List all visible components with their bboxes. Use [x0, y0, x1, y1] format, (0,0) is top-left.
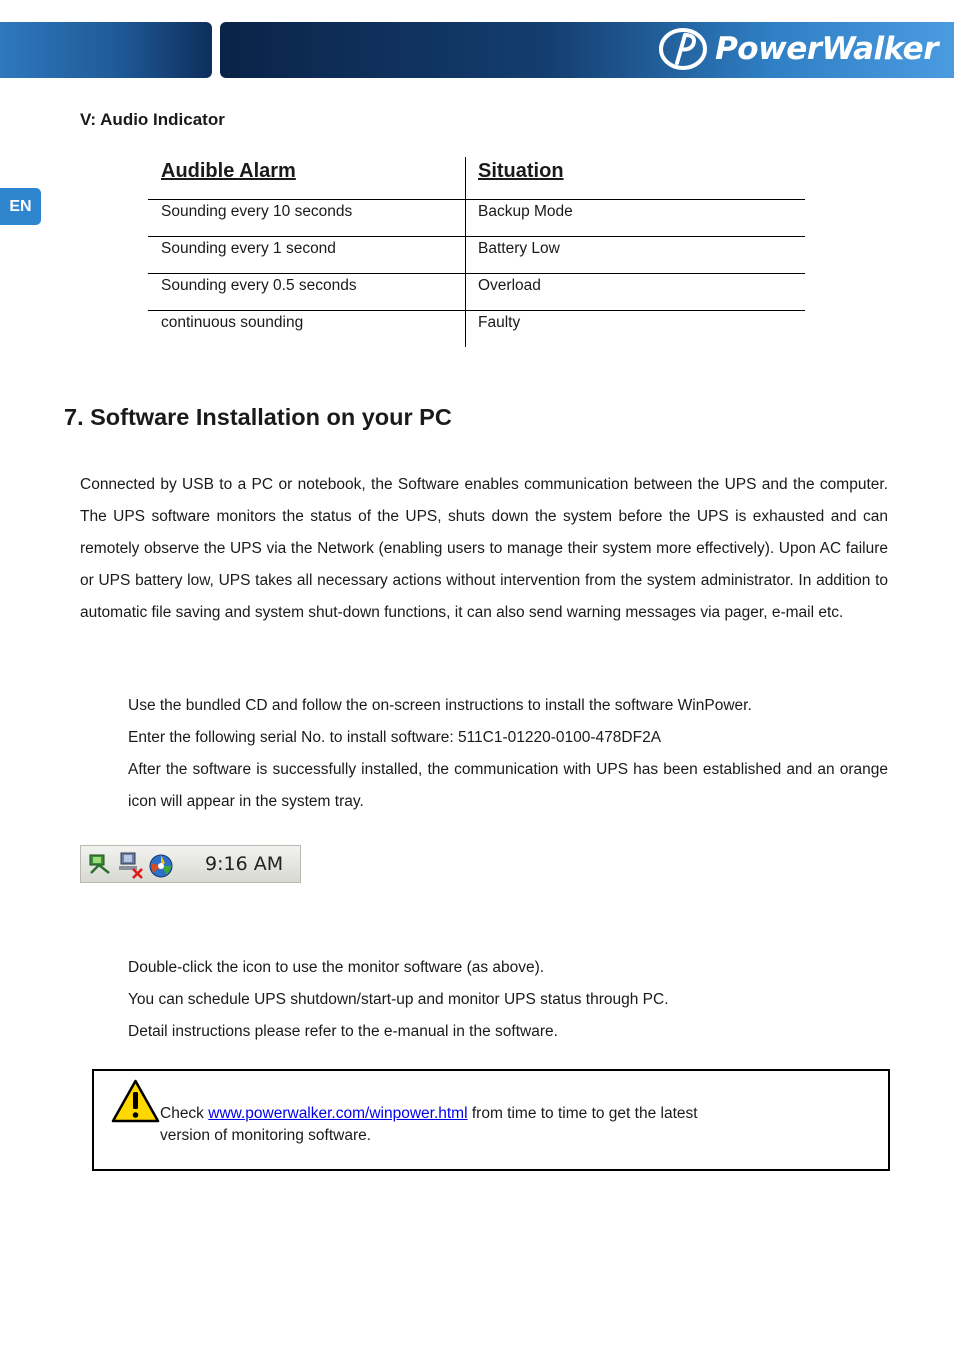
situation-cell: Overload	[478, 277, 541, 294]
table-row	[148, 237, 805, 274]
situation-cell: Battery Low	[478, 240, 560, 257]
section-title: 7. Software Installation on your PC	[64, 404, 452, 430]
system-tray-image	[80, 845, 301, 883]
brand-logo	[657, 27, 938, 71]
notice-line-2: version of monitoring software.	[160, 1127, 372, 1144]
audio-alarm-table	[148, 157, 805, 347]
table-header-row	[148, 157, 805, 200]
alarm-cell: Sounding every 10 seconds	[148, 200, 466, 236]
notice-text	[160, 1103, 698, 1147]
language-tab-en[interactable]: EN	[0, 188, 41, 225]
update-notice-box	[92, 1069, 890, 1171]
situation-cell: Faulty	[478, 314, 521, 331]
install-step: After the software is successfully installed, the communication with UPS has been established and an orange icon will appear in the system tray.	[128, 761, 888, 810]
notice-prefix: Check	[160, 1105, 209, 1122]
table-row	[148, 274, 805, 311]
table-row	[148, 200, 805, 237]
usage-line: You can schedule UPS shutdown/start-up and monitor UPS status through PC.	[128, 991, 669, 1008]
usage-line: Double-click the icon to use the monitor software (as above).	[128, 959, 545, 976]
table-row	[148, 311, 805, 347]
disconnected-network-icon	[117, 851, 145, 879]
brand-name: PowerWalker	[715, 31, 938, 67]
notice-suffix: from time to time to get the latest	[467, 1105, 698, 1122]
column-header-situation: Situation	[478, 160, 564, 182]
audio-indicator-heading: V: Audio Indicator	[80, 110, 225, 129]
winpower-tray-icon	[147, 851, 175, 879]
alarm-cell: Sounding every 1 second	[148, 237, 466, 273]
header-bar-left	[0, 22, 212, 78]
alarm-cell: Sounding every 0.5 seconds	[148, 274, 466, 310]
warning-icon	[111, 1079, 160, 1123]
winpower-download-link[interactable]: www.powerwalker.com/winpower.html	[208, 1105, 468, 1122]
usage-line: Detail instructions please refer to the e-manual in the software.	[128, 1023, 558, 1040]
intro-paragraph: Connected by USB to a PC or notebook, the Software enables communication between the UPS and the computer. The UPS software monitors the status of the UPS, shuts down the system before the UPS is exhausted and can remotely observe the UPS via the Network (enabling users to manage their system more effectively). Upon AC failure or UPS battery low, UPS takes all necessary actions without intervention from the system administrator. In addition to automatic file saving and system shut-down functions, it can also send warning messages via pager, e-mail etc.	[80, 476, 888, 621]
tray-clock: 9:16 AM	[205, 853, 284, 875]
column-header-audible-alarm: Audible Alarm	[148, 157, 466, 199]
network-icon	[87, 851, 115, 879]
install-step: Use the bundled CD and follow the on-screen instructions to install the software WinPower.	[128, 697, 752, 714]
alarm-cell: continuous sounding	[148, 311, 466, 347]
situation-cell: Backup Mode	[478, 203, 573, 220]
powerwalker-logo-icon	[657, 27, 709, 71]
install-step: Enter the following serial No. to install software: 511C1-01220-0100-478DF2A	[128, 729, 662, 746]
